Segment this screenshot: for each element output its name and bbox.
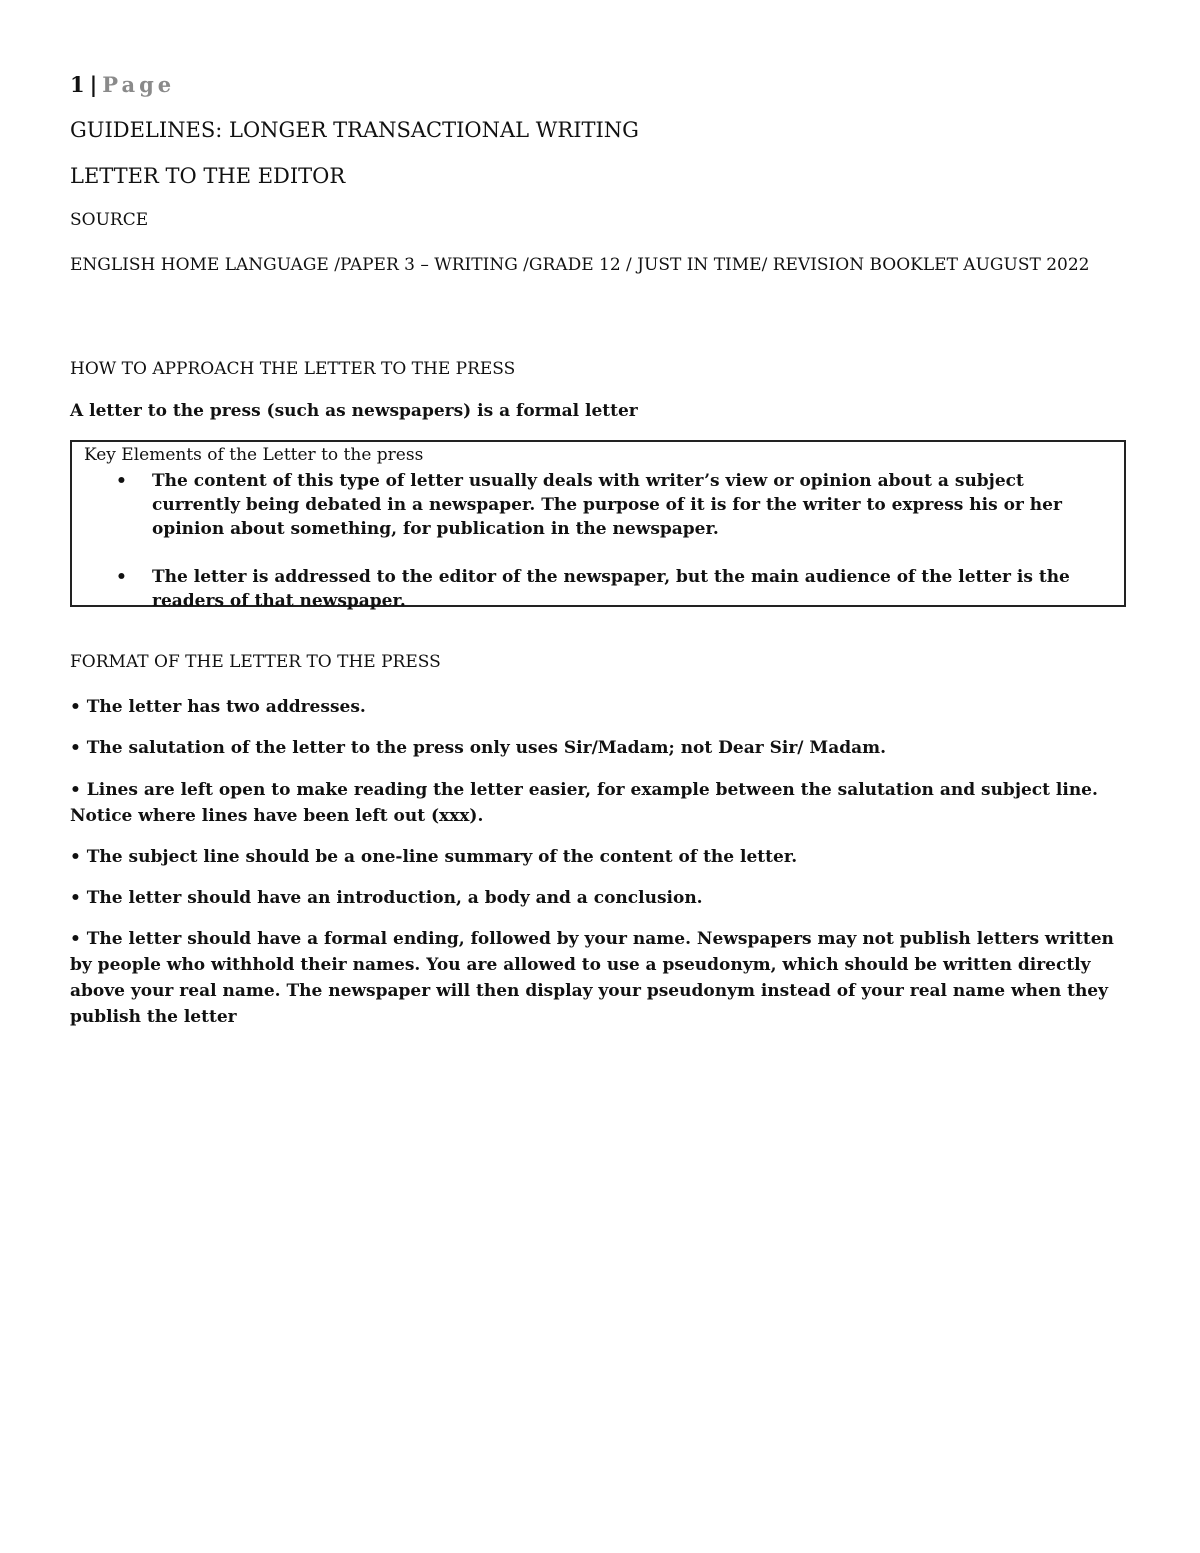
source-text: ENGLISH HOME LANGUAGE /PAPER 3 – WRITING /GRADE 12 / JUST IN TIME/ REVISION BOOKLET AUGUST 2022 (70, 255, 1090, 275)
approach-intro: A letter to the press (such as newspapers) is a formal letter (70, 401, 638, 421)
format-item: • The salutation of the letter to the press only uses Sir/Madam; not Dear Sir/ Madam. (70, 738, 887, 758)
bullet-icon: • (116, 471, 127, 491)
key-elements-box (70, 440, 1126, 611)
format-heading: FORMAT OF THE LETTER TO THE PRESS (70, 652, 441, 672)
page-number: 1 (70, 72, 86, 97)
key-element-text: The content of this type of letter usually deals with writer’s view or opinion about a subject currently being debated in a newspaper. The purpose of it is for the writer to express his or her opinion about something, for publication in the newspaper. (152, 471, 1062, 539)
format-item: • Lines are left open to make reading the letter easier, for example between the salutation and subject line. Notice where lines have been left out (xxx). (70, 780, 1098, 826)
page-separator: | (89, 72, 99, 97)
format-item: • The letter has two addresses. (70, 697, 366, 717)
format-item: • The subject line should be a one-line summary of the content of the letter. (70, 847, 798, 867)
key-elements-title: Key Elements of the Letter to the press (84, 445, 424, 465)
document-subtitle: LETTER TO THE EDITOR (70, 164, 346, 188)
format-item: • The letter should have an introduction, a body and a conclusion. (70, 888, 703, 908)
page-number-header (70, 72, 175, 97)
bullet-icon: • (116, 567, 127, 587)
format-item: • The letter should have a formal ending, followed by your name. Newspapers may not publish letters written by people who withhold their names. You are allowed to use a pseudonym, which should be written directly above your real name. The newspaper will then display your pseudonym instead of your real name when they publish the letter (70, 929, 1114, 1027)
document-title: GUIDELINES: LONGER TRANSACTIONAL WRITING (70, 118, 639, 142)
approach-heading: HOW TO APPROACH THE LETTER TO THE PRESS (70, 359, 516, 379)
source-label: SOURCE (70, 210, 149, 230)
key-element-text: The letter is addressed to the editor of the newspaper, but the main audience of the letter is the readers of that newspaper. (152, 567, 1070, 611)
page-word: Page (102, 72, 176, 97)
